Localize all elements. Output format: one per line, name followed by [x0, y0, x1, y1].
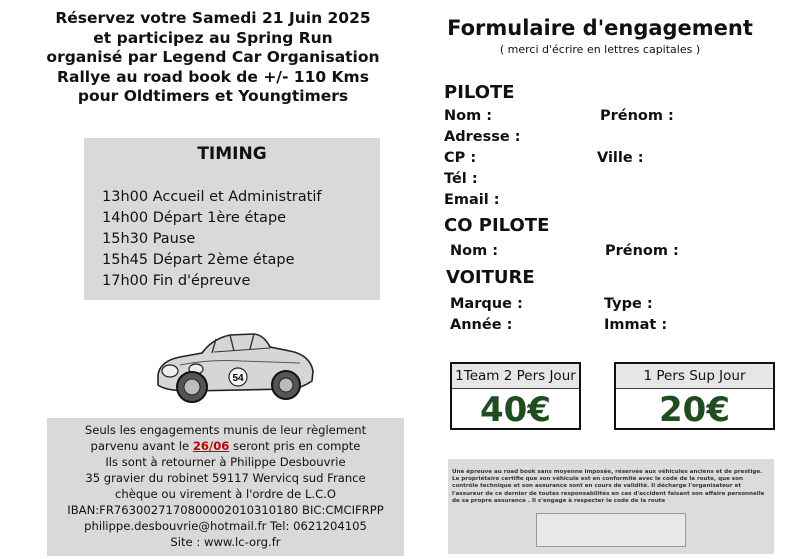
info-line: 35 gravier du robinet 59117 Wervicq sud France — [85, 471, 366, 485]
intro-line: Rallye au road book de +/- 110 Kms — [57, 67, 369, 86]
disclaimer-text: Une épreuve au road book sans moyenne imposée, réservée aux véhicules anciens et de prestige. Le propriétaire certifie que son véhicule est en conformité avec le code de la route, que son contrôle technique et son assurance sont en cours de validité. Il décharge l'organisateur et l'assureur de ce dernier de toutes responsabilités en cas d'accident faisant son affaire personnelle de sa propre assurance . Il s'engage à respecter le code de la route — [452, 469, 765, 504]
timing-item: 13h00 Accueil et Administratif — [102, 189, 322, 205]
timing-panel — [84, 138, 380, 300]
price-value: 20€ — [659, 390, 730, 430]
copilote-prenom-field[interactable]: Prénom : — [605, 243, 679, 259]
timing-item: 17h00 Fin d'épreuve — [102, 273, 251, 289]
price-label: 1 Pers Sup Jour — [616, 364, 773, 389]
copilote-heading: CO PILOTE — [444, 215, 550, 236]
timing-item: 15h30 Pause — [102, 231, 196, 247]
voiture-heading: VOITURE — [446, 267, 535, 288]
timing-item: 15h45 Départ 2ème étape — [102, 252, 295, 268]
event-intro — [28, 9, 398, 107]
pilote-adresse-field[interactable]: Adresse : — [444, 129, 521, 145]
voiture-immat-field[interactable]: Immat : — [604, 317, 668, 333]
price-box-extra — [614, 362, 775, 430]
pilote-ville-field[interactable]: Ville : — [597, 150, 644, 166]
info-line: Ils sont à retourner à Philippe Desbouvrie — [105, 455, 346, 469]
voiture-marque-field[interactable]: Marque : — [450, 296, 523, 312]
pilote-tel-field[interactable]: Tél : — [444, 171, 478, 187]
info-line: chèque ou virement à l'ordre de L.C.O — [114, 487, 336, 501]
payment-info-box — [47, 418, 404, 556]
intro-line: organisé par Legend Car Organisation — [46, 48, 380, 67]
timing-list — [102, 187, 321, 292]
timing-item: 14h00 Départ 1ère étape — [102, 210, 287, 226]
form-subtitle: ( merci d'écrire en lettres capitales ) — [499, 43, 701, 56]
car-illustration — [150, 315, 320, 410]
intro-line: Réservez votre Samedi 21 Juin 2025 — [55, 9, 371, 27]
iban-line: IBAN:FR7630027170800002010310180 BIC:CMCIFRPP — [67, 503, 384, 517]
timing-title: TIMING — [197, 144, 267, 164]
voiture-annee-field[interactable]: Année : — [450, 317, 513, 333]
pilote-email-field[interactable]: Email : — [444, 192, 500, 208]
copilote-nom-field[interactable]: Nom : — [450, 243, 499, 259]
price-label: 1Team 2 Pers Jour — [452, 364, 579, 389]
info-line-deadline: parvenu avant le 26/06 seront pris en compte — [90, 439, 361, 453]
deadline-date: 26/06 — [192, 439, 230, 453]
car-number: 54 — [232, 373, 244, 384]
price-box-team — [450, 362, 581, 430]
pilote-cp-field[interactable]: CP : — [444, 150, 477, 166]
voiture-type-field[interactable]: Type : — [604, 296, 653, 312]
intro-line: et participez au Spring Run — [93, 28, 333, 47]
contact-line: philippe.desbouvrie@hotmail.fr Tel: 0621204105 — [84, 519, 367, 533]
pilote-heading: PILOTE — [444, 82, 515, 103]
disclaimer-box — [448, 459, 774, 554]
form-title: Formulaire d'engagement — [447, 16, 753, 40]
website-line: Site : www.lc-org.fr — [170, 535, 281, 549]
info-line: Seuls les engagements munis de leur règlement — [84, 423, 367, 437]
pilote-prenom-field[interactable]: Prénom : — [600, 108, 674, 124]
signature-field[interactable] — [536, 513, 686, 547]
price-value: 40€ — [480, 390, 551, 430]
pilote-nom-field[interactable]: Nom : — [444, 108, 493, 124]
intro-line: pour Oldtimers et Youngtimers — [77, 87, 349, 106]
